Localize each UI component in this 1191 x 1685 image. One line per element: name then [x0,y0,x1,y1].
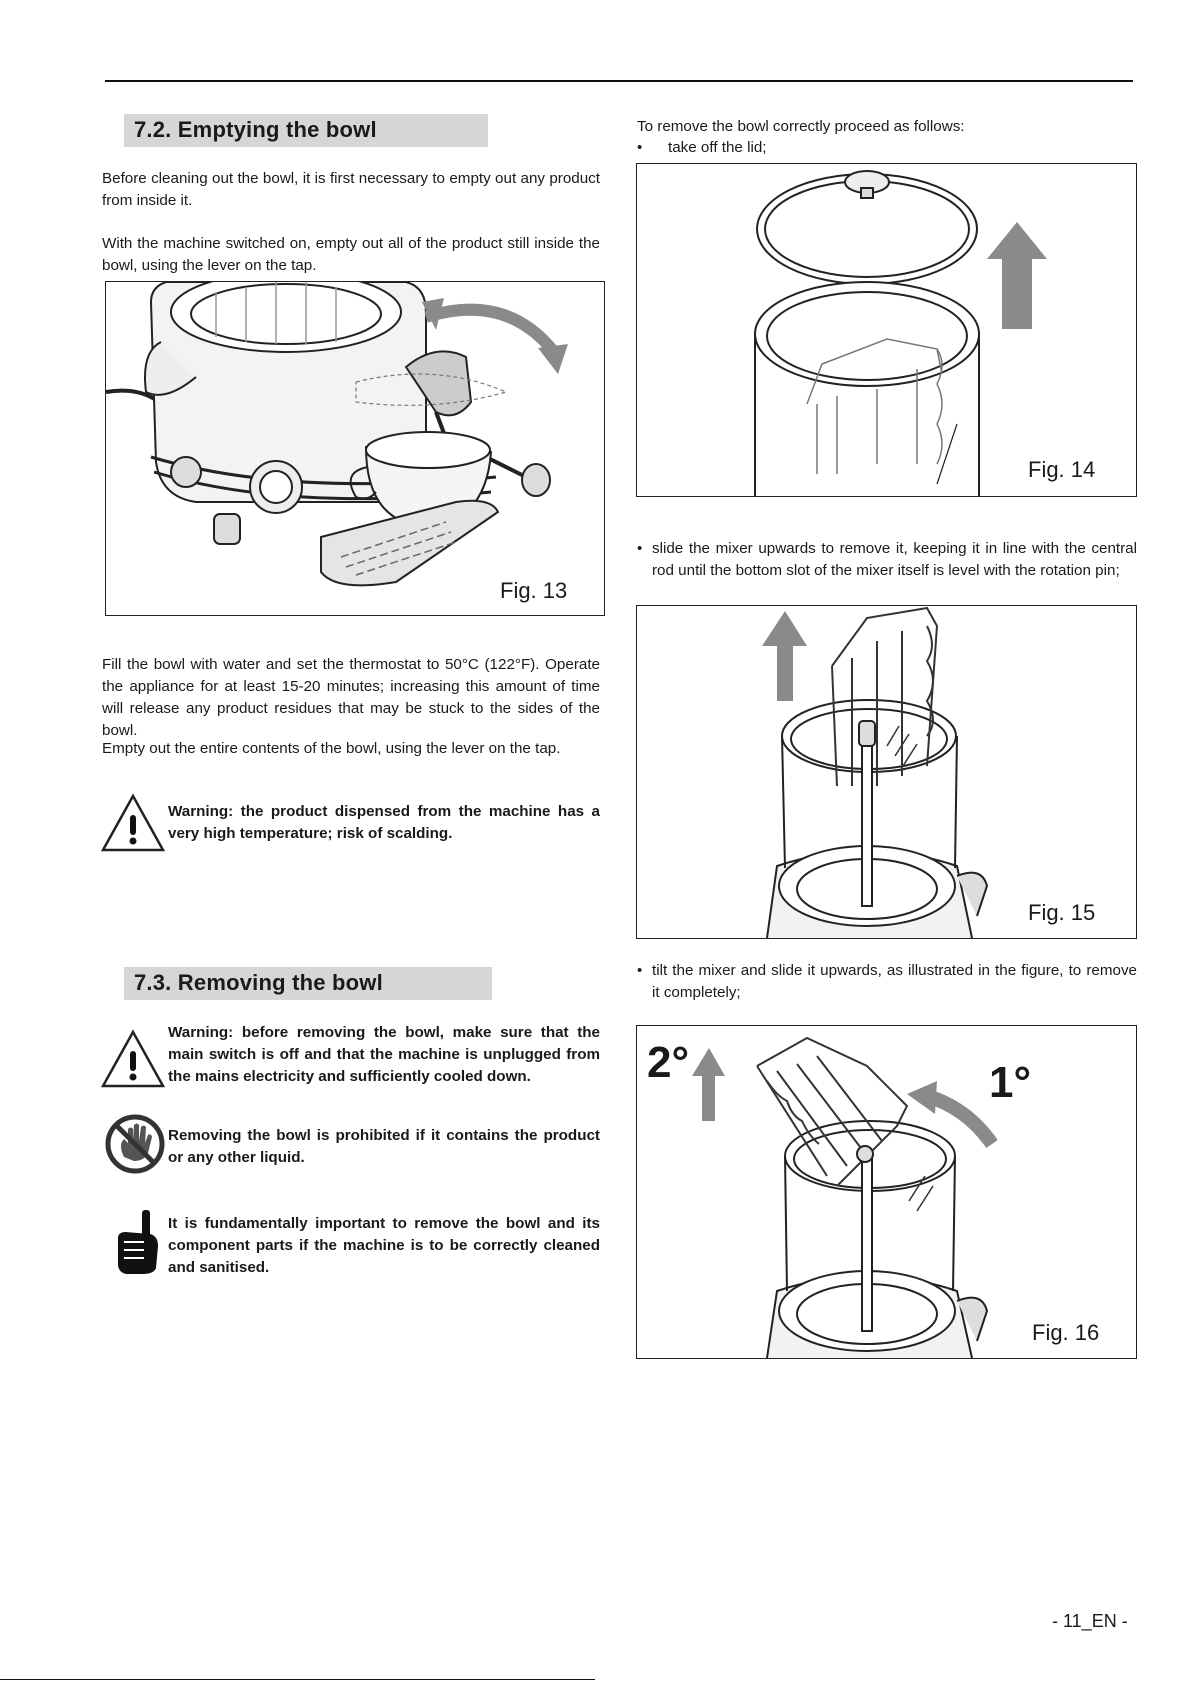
warning-triangle-icon [100,793,166,853]
section-heading-removing: 7.3. Removing the bowl [124,967,492,1000]
note-clean-sanitise: It is fundamentally important to remove the bowl and its component parts if the machine is to be correctly cleaned and sanitised. [168,1215,600,1276]
warning-triangle-icon [100,1029,166,1089]
mixer-tilt-illustration [637,1026,1136,1358]
paragraph-empty-contents: Empty out the entire contents of the bowl, using the lever on the tap. [102,740,561,757]
figure-14-label: Fig. 14 [1024,457,1099,483]
warning-prohibited-liquid: Removing the bowl is prohibited if it contains the product or any other liquid. [168,1127,600,1166]
lift-arrow [987,222,1047,329]
step-two-arrow [692,1048,725,1121]
header-rule [105,80,1133,82]
lid-removal-illustration [637,164,1136,496]
step-tilt-mixer: tilt the mixer and slide it upwards, as illustrated in the figure, to remove it completely; [652,962,1137,1001]
figure-16-step-two: 2° [647,1038,690,1087]
section-heading-emptying: 7.2. Emptying the bowl [124,114,488,147]
paragraph-empty-lever: With the machine switched on, empty out all of the product still inside the bowl, using the lever on the tap. [102,235,600,274]
paragraph-remove-intro: To remove the bowl correctly proceed as follows: [637,118,965,135]
page-number: - 11_EN - [1052,1611,1128,1631]
figure-13-label: Fig. 13 [496,578,571,604]
footer-rule [0,1679,595,1680]
step-take-off-lid: take off the lid; [668,139,767,156]
warning-scalding: Warning: the product dispensed from the machine has a very high temperature; risk of scalding. [168,803,600,842]
slide-up-arrow [762,611,807,701]
paragraph-fill-water: Fill the bowl with water and set the thermostat to 50°C (122°F). Operate the appliance for at least 15-20 minutes; increasing this amount of time will release any product residues that may be stuck to the sides of the bowl. [102,656,600,739]
prohibited-hand-icon [104,1113,166,1175]
figure-16-step-one: 1° [989,1058,1032,1107]
figure-15 [636,605,1137,939]
figure-15-label: Fig. 15 [1024,900,1099,926]
lever-rotation-arrow [426,310,554,352]
bullet-icon: • [637,139,643,156]
figure-13 [105,281,605,616]
pointing-hand-icon [114,1208,162,1276]
paragraph-empty-intro: Before cleaning out the bowl, it is first necessary to empty out any product from inside it. [102,170,600,209]
bullet-icon: • [637,540,643,557]
machine-tap-illustration [106,282,604,615]
figure-14 [636,163,1137,497]
step-slide-mixer: slide the mixer upwards to remove it, keeping it in line with the central rod until the bottom slot of the mixer itself is level with the rotation pin; [652,540,1137,579]
bullet-icon: • [637,962,643,979]
mixer-slide-illustration [637,606,1136,938]
figure-16-label: Fig. 16 [1028,1320,1103,1346]
figure-16 [636,1025,1137,1359]
warning-switch-off: Warning: before removing the bowl, make sure that the main switch is off and that the machine is unplugged from the mains electricity and sufficiently cooled down. [168,1024,600,1085]
